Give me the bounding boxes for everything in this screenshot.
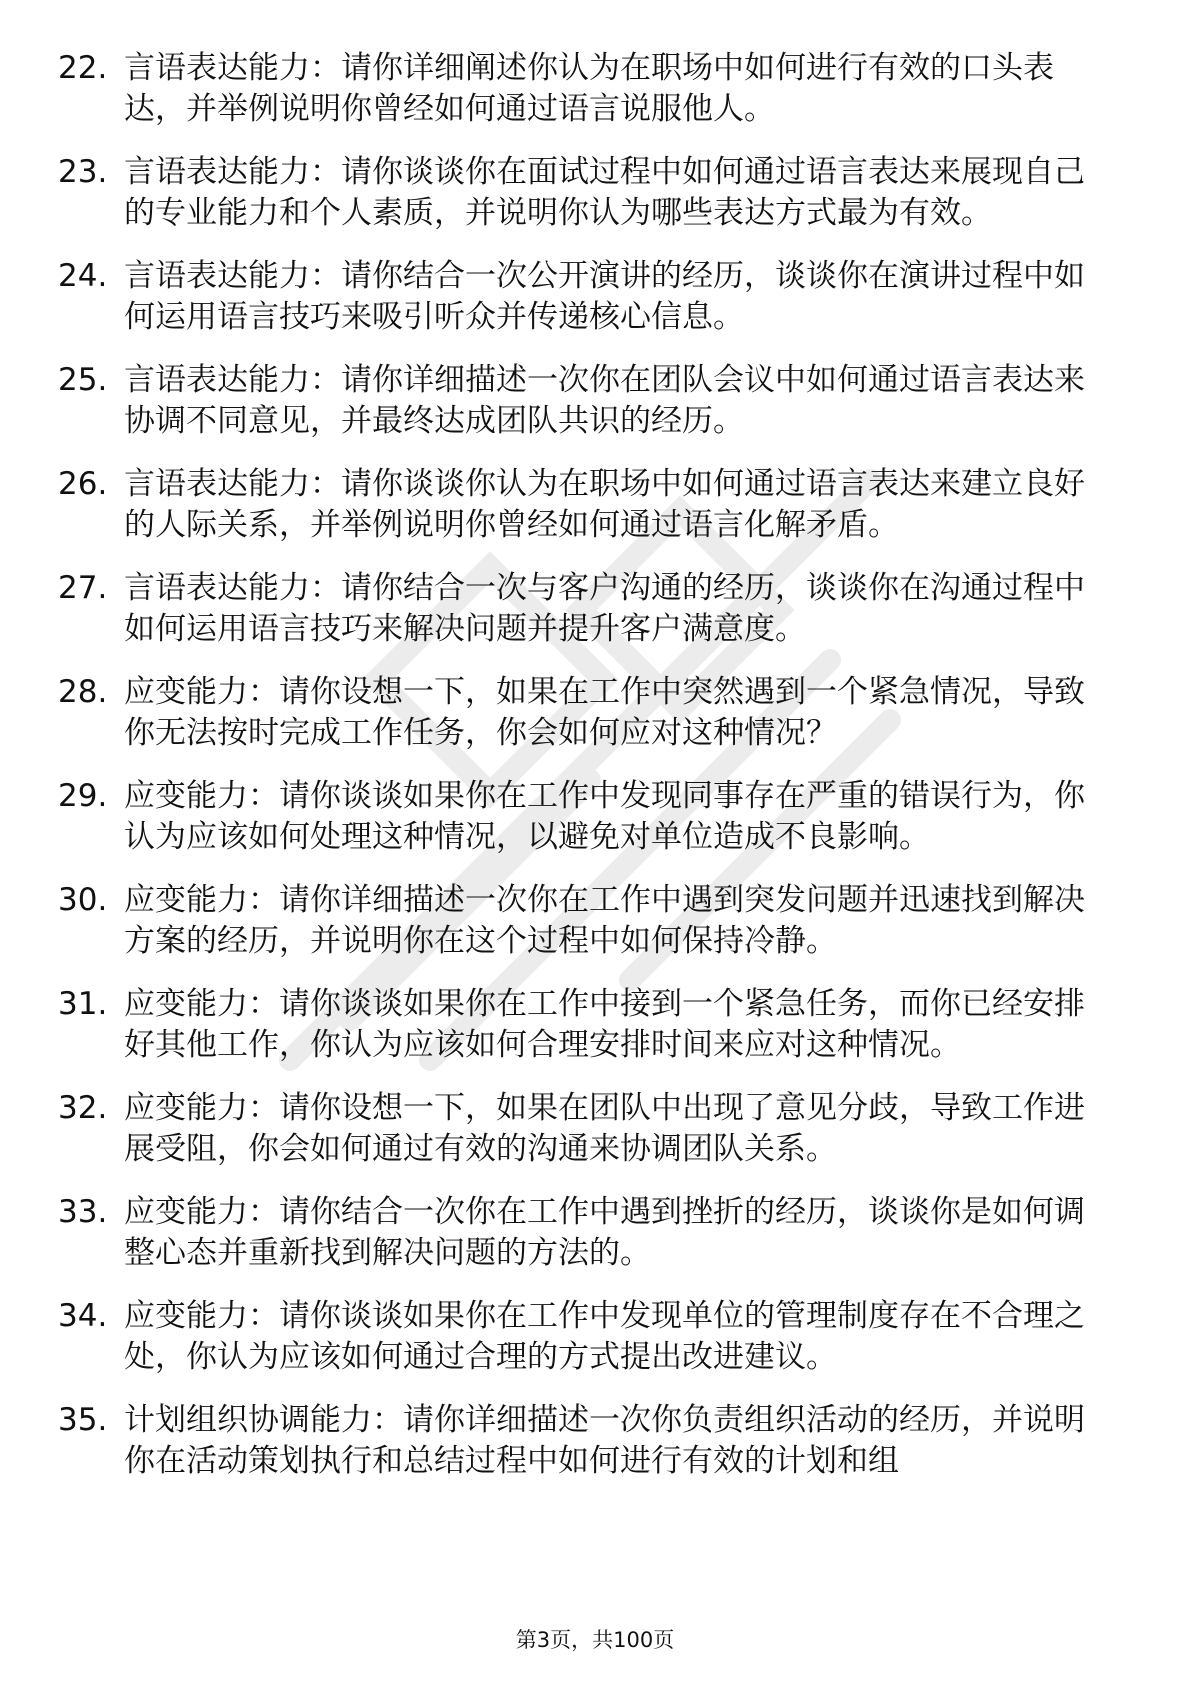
question-number: 28. bbox=[58, 674, 108, 710]
question-number: 34. bbox=[58, 1298, 108, 1334]
question-number: 29. bbox=[58, 778, 108, 814]
question-text: 言语表达能力：请你结合一次与客户沟通的经历，谈谈你在沟通过程中如何运用语言技巧来解决问题并提升客户满意度。 bbox=[124, 570, 1085, 647]
list-item bbox=[58, 672, 1108, 754]
question-text: 言语表达能力：请你详细阐述你认为在职场中如何进行有效的口头表达，并举例说明你曾经如何通过语言说服他人。 bbox=[124, 50, 1054, 127]
list-item bbox=[58, 880, 1108, 962]
list-item bbox=[58, 984, 1108, 1066]
question-number: 33. bbox=[58, 1194, 108, 1230]
list-item bbox=[58, 360, 1108, 442]
question-text: 应变能力：请你设想一下，如果在团队中出现了意见分歧，导致工作进展受阻，你会如何通过有效的沟通来协调团队关系。 bbox=[124, 1090, 1085, 1167]
question-number: 31. bbox=[58, 986, 108, 1022]
question-number: 32. bbox=[58, 1090, 108, 1126]
list-item bbox=[58, 1192, 1108, 1274]
list-item bbox=[58, 48, 1108, 130]
question-number: 23. bbox=[58, 154, 108, 190]
question-number: 27. bbox=[58, 570, 108, 606]
question-number: 25. bbox=[58, 362, 108, 398]
list-item bbox=[58, 1088, 1108, 1170]
question-number: 26. bbox=[58, 466, 108, 502]
list-item bbox=[58, 1400, 1108, 1482]
page-footer bbox=[0, 1624, 1190, 1654]
question-list bbox=[58, 48, 1108, 1504]
list-item bbox=[58, 1296, 1108, 1378]
question-text: 言语表达能力：请你谈谈你认为在职场中如何通过语言表达来建立良好的人际关系，并举例说明你曾经如何通过语言化解矛盾。 bbox=[124, 466, 1085, 543]
question-text: 应变能力：请你谈谈如果你在工作中发现同事存在严重的错误行为，你认为应该如何处理这种情况，以避免对单位造成不良影响。 bbox=[124, 778, 1085, 855]
question-text: 应变能力：请你谈谈如果你在工作中发现单位的管理制度存在不合理之处，你认为应该如何通过合理的方式提出改进建议。 bbox=[124, 1298, 1085, 1375]
list-item bbox=[58, 464, 1108, 546]
question-number: 30. bbox=[58, 882, 108, 918]
question-text: 计划组织协调能力：请你详细描述一次你负责组织活动的经历，并说明你在活动策划执行和总结过程中如何进行有效的计划和组 bbox=[124, 1402, 1085, 1479]
question-number: 22. bbox=[58, 50, 108, 86]
page-number-label: 第3页，共100页 bbox=[515, 1628, 675, 1652]
question-text: 言语表达能力：请你结合一次公开演讲的经历，谈谈你在演讲过程中如何运用语言技巧来吸引听众并传递核心信息。 bbox=[124, 258, 1085, 335]
question-text: 言语表达能力：请你谈谈你在面试过程中如何通过语言表达来展现自己的专业能力和个人素质，并说明你认为哪些表达方式最为有效。 bbox=[124, 154, 1085, 231]
question-text: 应变能力：请你结合一次你在工作中遇到挫折的经历，谈谈你是如何调整心态并重新找到解决问题的方法的。 bbox=[124, 1194, 1085, 1271]
question-text: 言语表达能力：请你详细描述一次你在团队会议中如何通过语言表达来协调不同意见，并最终达成团队共识的经历。 bbox=[124, 362, 1085, 439]
list-item bbox=[58, 256, 1108, 338]
question-number: 35. bbox=[58, 1402, 108, 1438]
list-item bbox=[58, 152, 1108, 234]
list-item bbox=[58, 776, 1108, 858]
question-text: 应变能力：请你详细描述一次你在工作中遇到突发问题并迅速找到解决方案的经历，并说明你在这个过程中如何保持冷静。 bbox=[124, 882, 1085, 959]
question-number: 24. bbox=[58, 258, 108, 294]
question-text: 应变能力：请你设想一下，如果在工作中突然遇到一个紧急情况，导致你无法按时完成工作任务，你会如何应对这种情况？ bbox=[124, 674, 1085, 751]
list-item bbox=[58, 568, 1108, 650]
question-text: 应变能力：请你谈谈如果你在工作中接到一个紧急任务，而你已经安排好其他工作，你认为应该如何合理安排时间来应对这种情况。 bbox=[124, 986, 1085, 1063]
